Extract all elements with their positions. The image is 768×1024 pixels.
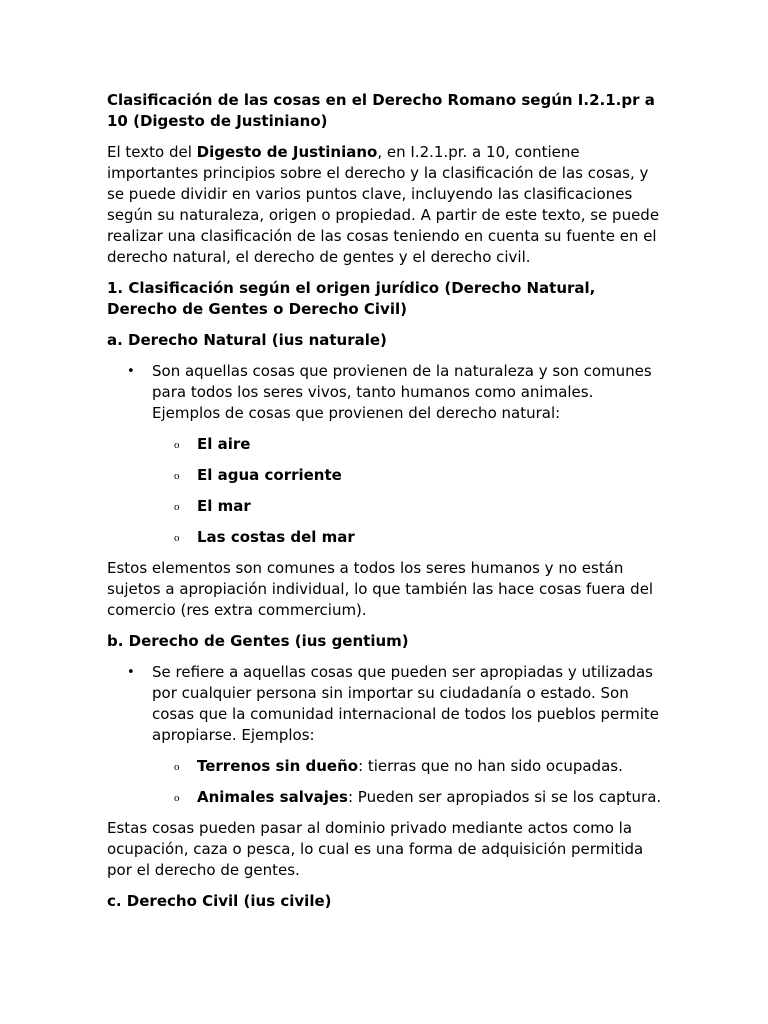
example-text: El aire bbox=[197, 435, 251, 453]
example-description: : Pueden ser apropiados si se los captura. bbox=[347, 788, 662, 806]
law-of-nations-examples bbox=[152, 756, 663, 808]
example-item bbox=[152, 434, 663, 455]
example-term: Animales salvajes bbox=[197, 788, 348, 806]
section-1-heading: 1. Clasificación según el origen jurídico (Derecho Natural, Derecho de Gentes o Derecho Civil) bbox=[107, 279, 596, 318]
natural-law-heading: a. Derecho Natural (ius naturale) bbox=[107, 331, 387, 349]
law-of-nations-heading: b. Derecho de Gentes (ius gentium) bbox=[107, 632, 409, 650]
example-item bbox=[152, 465, 663, 486]
intro-prefix: El texto del bbox=[107, 143, 197, 161]
document-body bbox=[107, 90, 663, 922]
law-of-nations-closing: Estas cosas pueden pasar al dominio privado mediante actos como la ocupación, caza o pesca, lo cual es una forma de adquisición permitida por el derecho de gentes. bbox=[107, 819, 644, 879]
law-of-nations-bullet bbox=[107, 662, 663, 808]
natural-law-bullet bbox=[107, 361, 663, 548]
natural-law-closing: Estos elementos son comunes a todos los seres humanos y no están sujetos a apropiación individual, lo que también las hace cosas fuera del comercio (res extra commercium). bbox=[107, 559, 654, 619]
example-description: : tierras que no han sido ocupadas. bbox=[358, 757, 623, 775]
example-item bbox=[152, 496, 663, 517]
document-title: Clasificación de las cosas en el Derecho Romano según I.2.1.pr a 10 (Digesto de Justiniano) bbox=[107, 91, 655, 130]
example-item bbox=[152, 527, 663, 548]
example-item bbox=[152, 756, 663, 777]
intro-paragraph bbox=[107, 142, 663, 268]
law-of-nations-bullet-text: Se refiere a aquellas cosas que pueden ser apropiadas y utilizadas por cualquier persona sin importar su ciudadanía o estado. Son cosas que la comunidad internacional de todos los pueblos permite apropiarse. Ejemplos: bbox=[152, 663, 660, 744]
example-text: El mar bbox=[197, 497, 251, 515]
natural-law-examples bbox=[152, 434, 663, 548]
intro-bold: Digesto de Justiniano bbox=[196, 143, 378, 161]
law-of-nations-list bbox=[107, 662, 663, 808]
natural-law-bullet-text: Son aquellas cosas que provienen de la naturaleza y son comunes para todos los seres vivos, tanto humanos como animales. Ejemplos de cosas que provienen del derecho natural: bbox=[152, 362, 652, 422]
example-text: Las costas del mar bbox=[197, 528, 355, 546]
intro-rest: , en I.2.1.pr. a 10, contiene importantes principios sobre el derecho y la clasificación de las cosas, y se puede dividir en varios puntos clave, incluyendo las clasificaciones según su naturaleza, origen o propiedad. A partir de este texto, se puede realizar una clasificación de las cosas teniendo en cuenta su fuente en el derecho natural, el derecho de gentes y el derecho civil. bbox=[107, 143, 660, 266]
example-text: El agua corriente bbox=[197, 466, 342, 484]
example-term: Terrenos sin dueño bbox=[197, 757, 359, 775]
natural-law-list bbox=[107, 361, 663, 548]
example-item bbox=[152, 787, 663, 808]
civil-law-heading: c. Derecho Civil (ius civile) bbox=[107, 892, 332, 910]
